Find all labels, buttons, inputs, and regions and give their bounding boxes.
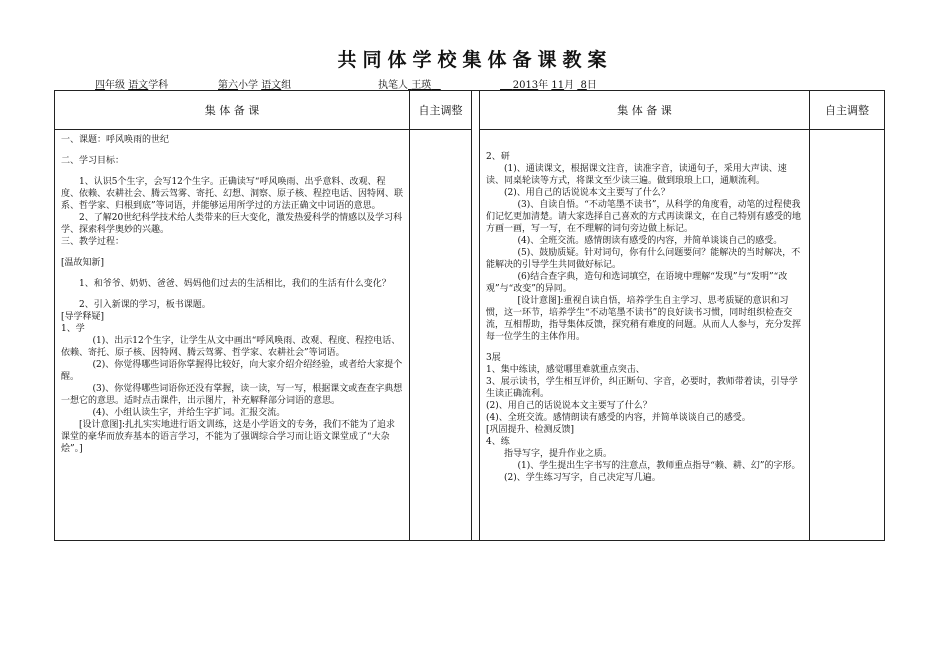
- month-label: 月: [564, 80, 575, 91]
- group-value: 语文: [261, 80, 282, 91]
- author-label: 执笔人: [378, 80, 408, 91]
- grade-subject-line: [95, 76, 168, 91]
- learn-item-2: (2)、你觉得哪些词语你掌握得比较好，向大家介绍介绍经验，或者给大家提个醒。: [61, 360, 403, 382]
- grade-label: 年级: [105, 80, 125, 91]
- design-intent-right: [设计意图]:重视自读自悟，培养学生自主学习、思考质疑的意识和习惯，这一环节，培养学生“不动笔墨不读书”的良好读书习惯，同时组织检查交流，互相帮助，指导集体反馈，探究稍有难度的问题。从而人人参与，充分发挥每一位学生的主体作用。: [486, 296, 802, 342]
- study-item-5: (5)、鼓励质疑。针对词句，你有什么问题要问？能解决的当时解决，不能解决的引导学生共同做好标记。: [486, 248, 801, 270]
- lesson-plan-table: [54, 90, 885, 541]
- school-value: 第六: [218, 80, 238, 91]
- subject-label: 学科: [148, 80, 169, 91]
- document-title: 共同体学校集体备课教案: [337, 49, 613, 71]
- learn-step: 1、学: [61, 324, 85, 334]
- day-label: 日: [586, 80, 597, 91]
- goal-2: 2、了解20世纪科学技术给人类带来的巨大变化，激发热爱科学的情感以及学习科学、探索科学奥妙的兴趣。: [61, 213, 403, 235]
- study-item-3: (3)、自读自悟。“不动笔墨不读书”，从科学的角度看，动笔的过程使我们记忆更加清楚。请大家选择自己喜欢的方式再读课文，在自己特别有感受的地方画一画，写一写，在不理解的词句旁边做上标记。: [486, 200, 802, 234]
- goal-1: 1、认识5个生字，会写12个生字。正确读写“呼风唤雨、出乎意料、改观、程度、依赖、农耕社会、腾云驾雾、寄托、幻想、洞察、原子核、程控电话、因特网、联系、哲学家、归根到底”等词语，并能够运用所学过的方法正确文中词语的意思。: [61, 177, 404, 211]
- learn-item-1: (1)、出示12个生字，让学生从文中画出“呼风唤雨、改观、程度、程控电话、依赖、寄托、原子核、因特网、腾云驾雾、哲学家、农耕社会”等词语。: [61, 336, 401, 358]
- grade-value: 四: [95, 80, 105, 91]
- guide-heading: [导学释疑]: [61, 312, 105, 322]
- author-line: [378, 76, 441, 91]
- col-header-collective-left: 集 体 备 课: [55, 91, 410, 130]
- group-label: 组: [281, 80, 292, 91]
- practice-item-1: (1)、学生提出生字书写的注意点，教师重点指导“赖、耕、幻”的字形。: [517, 461, 801, 471]
- show-step: 3展: [486, 353, 501, 363]
- review-item-2: 2、引入新课的学习，板书课题。: [79, 300, 211, 310]
- lesson-topic: 一、课题：呼风唤雨的世纪: [61, 135, 170, 145]
- show-item-1: 1、集中练读，感觉哪里难就重点突击、: [486, 365, 645, 375]
- left-content-cell: [55, 130, 410, 541]
- study-step: 2、研: [486, 152, 510, 162]
- practice-step: 4、练: [486, 437, 510, 447]
- table-body-row: [55, 130, 885, 541]
- col-header-collective-right: 集 体 备 课: [480, 91, 810, 130]
- school-suffix: 小学: [238, 80, 258, 91]
- school-group-line: [218, 76, 291, 91]
- col-header-adjust-left: 自主调整: [410, 91, 472, 130]
- month-value: 11: [551, 80, 565, 91]
- table-header-row: [55, 91, 885, 130]
- study-item-6: (6)结合查字典，造句和选词填空，在语境中理解“发现”与“发明”“改观”与“改变”的异同。: [486, 272, 788, 294]
- date-line: [500, 76, 597, 91]
- process-heading: 三、教学过程：: [61, 237, 125, 247]
- year-value: 2013: [512, 80, 539, 91]
- goals-heading: 二、学习目标：: [61, 156, 125, 166]
- show-item-share: (4)、全班交流。感情朗读有感受的内容，并简单谈谈自己的感受。: [486, 413, 751, 423]
- right-content-cell: [480, 130, 810, 541]
- learn-item-4: (4)、小组认读生字，并给生字扩词。汇报交流。: [92, 408, 286, 418]
- day-value: 8: [580, 80, 587, 91]
- show-item-3: 3、展示读书，学生相互评价，纠正断句、字音，必要时，教师带着读，引导学生读正确流利。: [486, 377, 798, 399]
- column-gap: [472, 91, 480, 541]
- author-value: 王瑛: [411, 80, 432, 91]
- design-intent-left: [设计意图]:扎扎实实地进行语文训练，这是小学语文的专务，我们不能为了追求课堂的豪华而放弃基本的语言学习，不能为了强调综合学习而让语文课堂成了“大杂烩”。]: [61, 420, 396, 454]
- practice-item-2: (2)、学生练习写字，自己决定写几遍。: [504, 473, 661, 483]
- practice-intro: 指导写字，提升作业之质。: [504, 449, 613, 459]
- learn-item-3: (3)、你觉得哪些词语你还没有掌握，读一读，写一写，根据课文或查查字典想一想它的意思。适时点击课件，出示图片，补充解释部分词语的意思。: [61, 384, 403, 406]
- study-item-2: (2)、用自己的话说说本文主要写了什么？: [504, 188, 670, 198]
- consolidate-heading: [巩固提升、检测反馈]: [486, 425, 575, 435]
- review-item-1: 1、和爷爷、奶奶、爸爸、妈妈他们过去的生活相比，我们的生活有什么变化？: [79, 279, 391, 289]
- study-item-4: (4)、全班交流。感情朗读有感受的内容，并简单谈谈自己的感受。: [517, 236, 783, 246]
- study-item-1: (1)、通读课文，根据课文注音，读准字音，读通句子，采用大声读、速读、同桌轮读等方式，将课文至少读三遍。做到琅琅上口，通顺流利。: [486, 164, 787, 186]
- review-heading: [温故知新]: [61, 258, 105, 268]
- right-adjust-cell: [810, 130, 885, 541]
- year-label: 年: [538, 80, 549, 91]
- show-item-summary: (2)、用自己的话说说本文主要写了什么？: [486, 401, 652, 411]
- left-adjust-cell: [410, 130, 472, 541]
- subject-value: 语文: [128, 80, 149, 91]
- col-header-adjust-right: 自主调整: [810, 91, 885, 130]
